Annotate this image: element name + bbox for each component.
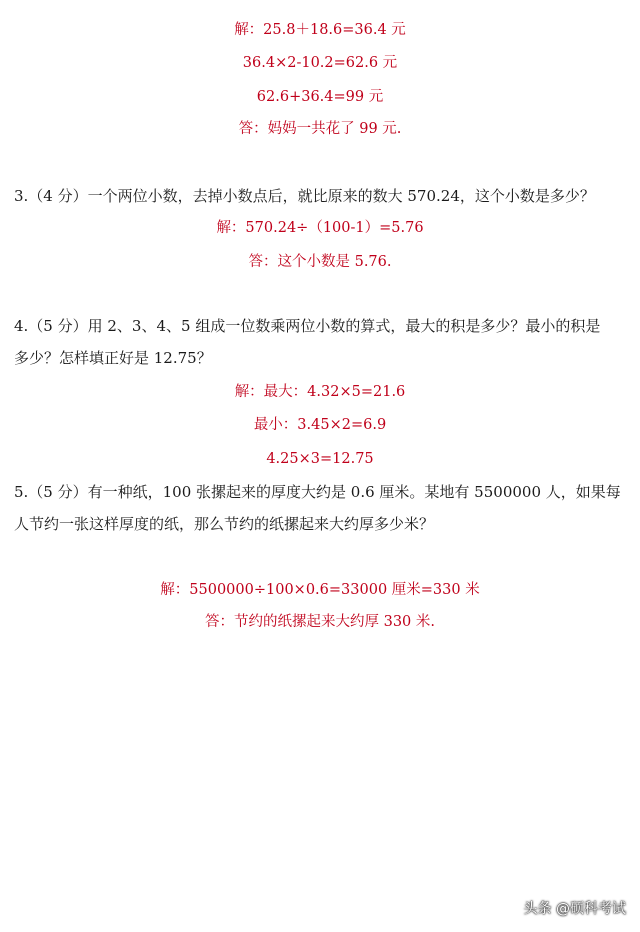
q2-solution-line2: 36.4×2-10.2=62.6 元 (242, 55, 398, 71)
q4-solution-max: 解：最大：4.32×5=21.6 (234, 384, 406, 400)
q3-question: 3.（4 分）一个两位小数，去掉小数点后，就比原来的数大 570.24，这个小数是多少？ (14, 187, 595, 205)
q2-answer: 答：妈妈一共花了 99 元. (238, 121, 402, 137)
q5-answer: 答：节约的纸摞起来大约厚 330 米. (204, 614, 435, 630)
q2-solution-line3: 62.6+36.4=99 元 (256, 89, 384, 105)
q5-solution: 解：5500000÷100×0.6=33000 厘米=330 米 (160, 582, 480, 598)
q4-question-line1: 4.（5 分）用 2、3、4、5 组成一位数乘两位小数的算式，最大的积是多少？最小的积是 (14, 317, 601, 335)
q4-question-line2: 多少？怎样填正好是 12.75？ (14, 349, 212, 367)
q3-solution: 解：570.24÷（100-1）=5.76 (216, 220, 424, 236)
q4-solution-min: 最小：3.45×2=6.9 (253, 417, 387, 433)
q2-solution-line1: 解：25.8＋18.6=36.4 元 (234, 22, 406, 38)
q5-question-line2: 人节约一张这样厚度的纸，那么节约的纸摞起来大约厚多少米？ (14, 515, 435, 533)
watermark: 头条 @硕科考试 (523, 901, 626, 917)
q3-answer: 答：这个小数是 5.76. (248, 254, 392, 270)
q4-solution-exact: 4.25×3=12.75 (266, 451, 374, 467)
q5-question-line1: 5.（5 分）有一种纸，100 张摞起来的厚度大约是 0.6 厘米。某地有 5500000 人，如果每 (14, 483, 621, 501)
